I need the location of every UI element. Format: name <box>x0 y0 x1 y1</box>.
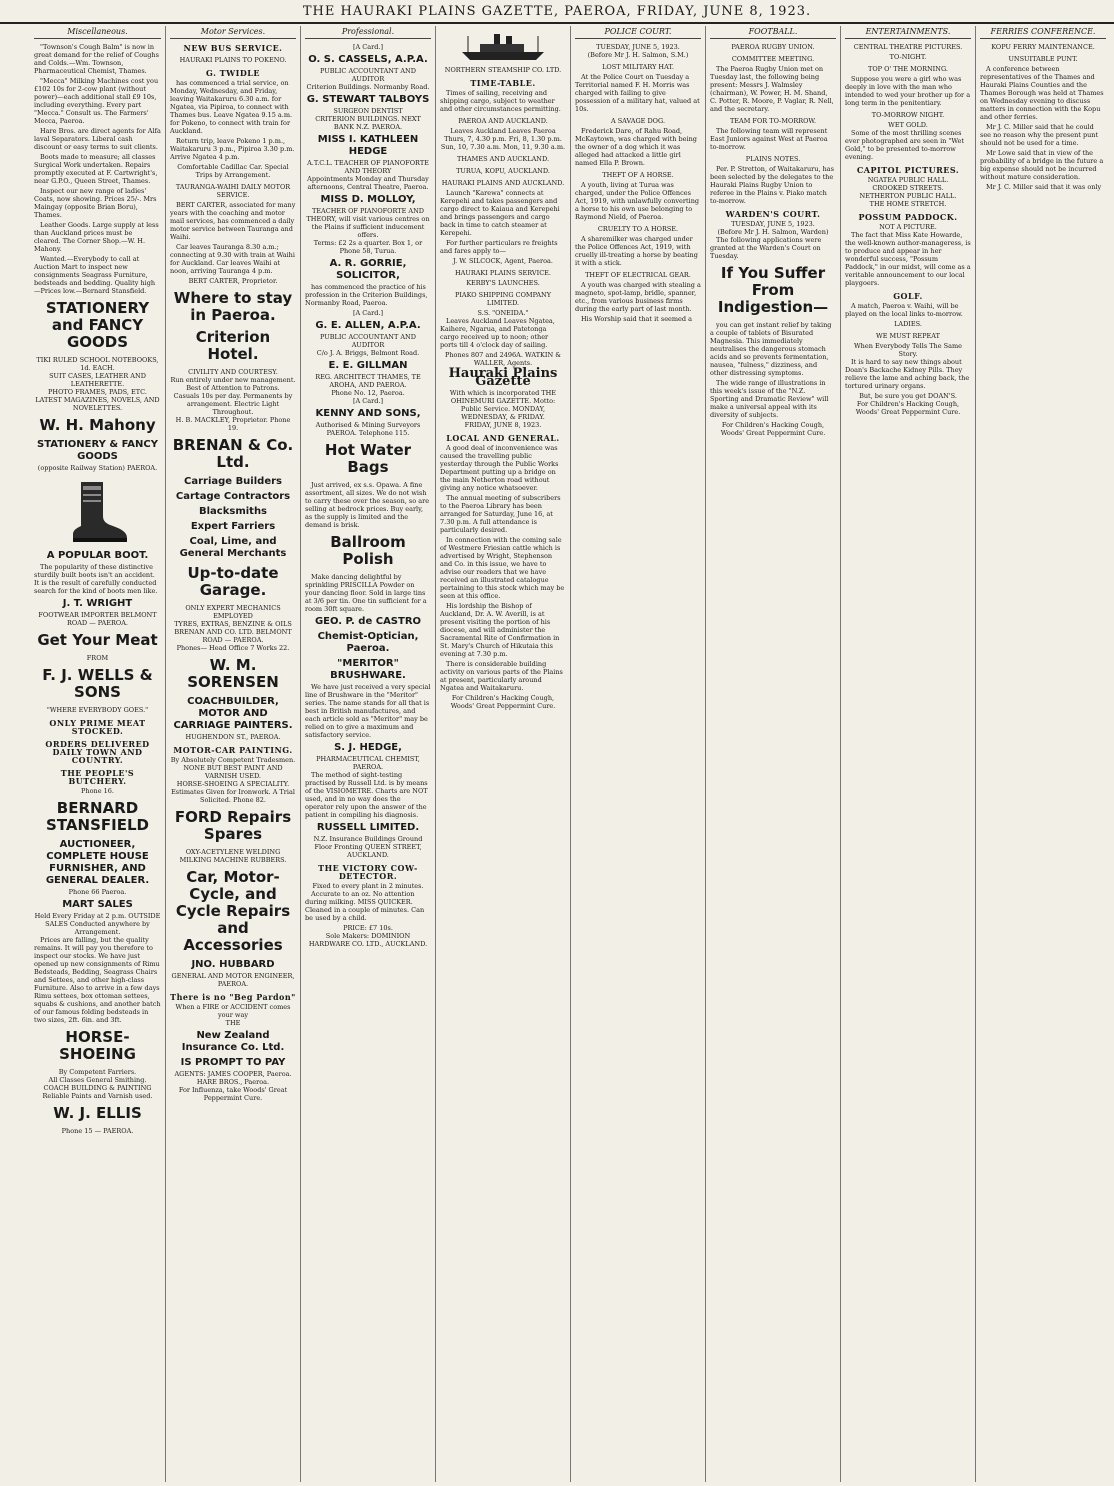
text-line: MILKING MACHINE RUBBERS. <box>179 856 287 864</box>
paragraph: Prices are falling, but the quality remains. It will pay you therefore to inspect our stocks. We have just opened up new consignments of Rimu Bedsteads, Bedding, Seagrass Chairs and Settees, and other high-class Furniture. Also to arrive in a few days Rimu settees, box ottoman settees, squabs & cushions, and another batch of our famous folding bedsteads in two sizes, 2ft. 6in. and 3ft. <box>34 936 161 1024</box>
text-line: TUESDAY, JUNE 5, 1923. <box>596 43 680 51</box>
text-line: LOST MILITARY HAT. <box>602 63 674 71</box>
paragraph: A sharemilker was charged under the Police Offences Act, 1919, with cruelly ill-treating a horse by beating it with a stick. <box>575 235 698 267</box>
text-line: Leaves Auckland Leaves Paeroa <box>450 127 556 135</box>
text-line: A SAVAGE DOG. <box>610 117 666 125</box>
paragraph: Inspect our new range of ladies' Coats, now showing. Prices 25/-. Mrs Maingay (opposite Brian Boru), Thames. <box>34 187 157 219</box>
display-heading: Up-to-date Garage. <box>187 564 279 599</box>
paragraph: Leather Goods. Large supply at less than Auckland prices must be cleared. The Corner Shop.—W. H. Mahony. <box>34 221 159 253</box>
display-heading: FORD Repairs Spares <box>174 808 292 843</box>
paragraph: Launch "Karewa" connects at Kerepehi and takes passengers and cargo direct to Kaiaua and Kerepehi and brings passengers and cargo back in time to catch steamer at Kerepehi. <box>440 189 560 237</box>
text-line: PUBLIC ACCOUNTANT AND AUDITOR <box>320 67 416 83</box>
column-heading: Motor Services. <box>170 28 296 39</box>
text-line: (Before Mr J. H. Salmon, S.M.) <box>587 51 689 59</box>
text-line: C/o J. A. Briggs, Belmont Road. <box>316 349 420 357</box>
paragraph: you can get instant relief by taking a couple of tablets of Bisurated Magnesia. This immediately neutralises the dangerous stomach acids and so prevents fermentation, nausea, "fulness," dizziness, and other distressing symptoms. <box>710 321 832 377</box>
text-line: KOPU FERRY MAINTENANCE. <box>991 43 1095 51</box>
display-heading: W. M. SORENSEN <box>187 656 279 691</box>
text-line: PRICE: £7 10s. <box>343 924 393 932</box>
text-line: TIKI RULED SCHOOL NOTEBOOKS, 1d. EACH. <box>36 356 159 372</box>
text-line: N.Z. Insurance Buildings Ground Floor Fronting QUEEN STREET, AUCKLAND. <box>313 835 423 859</box>
display-heading: Get Your Meat <box>37 631 158 649</box>
paragraph: Frederick Dare, of Rahu Road, McKaytown, was charged with being the owner of a dog which it was alleged had attacked a little girl named Ella P. Brown. <box>575 127 697 167</box>
text-line: JNO. HUBBARD <box>191 959 275 970</box>
column-heading: FOOTBALL. <box>710 28 836 39</box>
text-line: TO-NIGHT. <box>889 53 927 61</box>
paragraph: Make dancing delightful by sprinkling PRISCILLA Powder on your dancing floor. Sold in large tins at 3/6 per tin. One tin sufficient for a room 30ft square. <box>305 573 427 613</box>
paragraph: A youth, living at Turua was charged, under the Police Offences Act, 1919, with unlawfully converting a horse to his own use belonging to Raymond Nield, of Paeroa. <box>575 181 700 221</box>
text-line: RUSSELL LIMITED. <box>316 822 420 833</box>
text-line: HAURAKI PLAINS AND AUCKLAND. <box>441 179 565 187</box>
display-heading: Ballroom Polish <box>330 533 406 568</box>
text-line: CENTRAL THEATRE PICTURES. <box>853 43 963 51</box>
text-line: THE HOME STRETCH. <box>869 200 947 208</box>
text-line: Reliable Paints and Varnish used. <box>42 1092 153 1100</box>
paragraph: A conference between representatives of the Thames and Hauraki Plains Counties and the Thames Borough was held at Thames on Wednesday evening to discuss matters in connection with the Kopu and other ferries. <box>980 65 1104 121</box>
text-line: PHARMACEUTICAL CHEMIST, PAEROA. <box>316 755 420 771</box>
text-line: (Before Mr J. H. Salmon, Warden) <box>717 228 829 236</box>
text-line: Appointments Monday and Thursday afternoons, Central Theatre, Paeroa. <box>307 175 429 191</box>
text-line: G. TWIDLE <box>206 68 260 78</box>
text-line: Best of Attention to Patrons. <box>186 384 280 392</box>
paragraph: For further particulars re freights and fares apply to— <box>440 239 558 255</box>
column-4 <box>435 26 570 1482</box>
text-line: But, be sure you get DOAN'S. <box>859 392 957 400</box>
text-line: TURUA, KOPU, AUCKLAND. <box>456 167 550 175</box>
paragraph: There is considerable building activity on various parts of the Plains at present, particularly around Ngatea and Waitakaruru. <box>440 660 563 692</box>
paragraph: A match, Paeroa v. Waihi, will be played on the local links to-morrow. <box>845 302 963 318</box>
paragraph: Some of the most thrilling scenes ever photographed are seen in "Wet Gold," to be presented to-morrow evening. <box>845 129 964 161</box>
text-line: KENNY AND SONS, <box>315 408 421 419</box>
text-line: AGENTS: JAMES COOPER, Paeroa. HARE BROS., Paeroa. <box>174 1070 292 1086</box>
text-line: Thurs, 7, 4.30 p.m. Fri, 8, 1.30 p.m. <box>444 135 562 143</box>
paragraph: The popularity of these distinctive sturdily built boots isn't an accident. It is the result of carefully conducted search for the kind of boots men like. <box>34 563 158 595</box>
text-line: HORSE-SHOEING A SPECIALITY. <box>176 780 290 788</box>
text-line: HAURAKI PLAINS TO POKENO. <box>179 56 287 64</box>
text-line: LOCAL AND GENERAL. <box>446 433 560 443</box>
paragraph: Mr J. C. Miller said that it was only <box>986 183 1102 191</box>
text-line: PUBLIC ACCOUNTANT AND AUDITOR <box>320 333 416 349</box>
paragraph: Hare Bros. are direct agents for Alfa laval Separators. Liberal cash discount or easy terms to suit clients. <box>34 127 161 151</box>
text-line: All Classes General Smithing. <box>48 1076 147 1084</box>
text-line: Phones— Head Office 7 Works 22. <box>176 644 290 652</box>
paragraph: Wanted.—Everybody to call at Auction Mart to inspect new consignments Seagrass Furniture, bedsteads and bedding. Quality high—Prices low.—Bernard Stansfield. <box>34 255 156 295</box>
text-line: ONLY PRIME MEAT STOCKED. <box>49 718 146 736</box>
column-heading: ENTERTAINMENTS. <box>845 28 971 39</box>
text-line: For Children's Hacking Cough, Woods' Great Peppermint Cure. <box>855 400 961 416</box>
text-line: TIME-TABLE. <box>470 78 536 88</box>
text-line: Carriage Builders <box>184 476 282 487</box>
paragraph: The fact that Miss Kate Howarde, the well-known author-manageress, is to produce and appear in her wonderful success, "Possum Paddock," in our midst, will come as a veritable announcement to our local playgoers. <box>845 231 971 287</box>
text-line: WE MUST REPEAT <box>876 332 940 340</box>
text-line: Terms: £2 2s a quarter. Box 1, or Phone 58, Turua. <box>313 239 423 255</box>
text-line: When a FIRE or ACCIDENT comes your way <box>175 1003 291 1019</box>
text-line: For Influenza, take Woods' Great Peppermint Cure. <box>178 1086 288 1102</box>
text-line: Phone 15 — PAEROA. <box>61 1127 134 1135</box>
text-line: TAURANGA-WAIHI DAILY MOTOR SERVICE. <box>175 183 291 199</box>
paragraph: The method of sight-testing practised by Russell Ltd. is by means of the VISIOMETRE. Charts are NOT used, and in no way does the operator rely upon the answer of the patient in compiling his diagnosis. <box>305 771 428 819</box>
text-line: ONLY EXPERT MECHANICS EMPLOYED <box>185 604 281 620</box>
text-line: [A Card.] <box>352 43 383 51</box>
text-line: MISS I. KATHLEEN HEDGE <box>317 134 419 157</box>
text-line: Authorised & Mining Surveyors PAEROA. Telephone 115. <box>315 421 421 437</box>
text-line: MOTOR-CAR PAINTING. <box>173 745 293 755</box>
text-line: GENERAL AND MOTOR ENGINEER, PAEROA. <box>171 972 295 988</box>
text-line: PAEROA RUGBY UNION. <box>731 43 815 51</box>
paragraph: The following team will represent East Juniors against West at Paeroa to-morrow. <box>710 127 828 151</box>
text-line: G. STEWART TALBOYS <box>306 94 430 105</box>
text-line: Phones 807 and 2496A. WATKIN & WALLER, Agents. <box>444 351 562 367</box>
text-line: CRUELTY TO A HORSE. <box>597 225 679 233</box>
text-line: CAPITOL PICTURES. <box>856 165 960 175</box>
text-line: [A Card.] <box>352 397 383 405</box>
text-line: J. T. WRIGHT <box>62 598 133 609</box>
text-line: FRIDAY, JUNE 8, 1923. <box>464 421 542 429</box>
text-line: THEFT OF A HORSE. <box>602 171 674 179</box>
paragraph: Mr J. C. Miller said that he could see no reason why the present punt should not be used for a time. <box>980 123 1099 147</box>
text-line: FOOTWEAR IMPORTER BELMONT ROAD — PAEROA. <box>38 611 157 627</box>
text-line: LATEST MAGAZINES, NOVELS, AND NOVELETTES. <box>35 396 160 412</box>
paragraph: It is hard to say new things about Doan's Backache Kidney Pills. They relieve the lame and aching back, the tortured urinary organs. <box>845 358 970 390</box>
text-line: NORTHERN STEAMSHIP CO. LTD. <box>444 66 562 74</box>
text-line: THE <box>225 1019 241 1027</box>
text-line: There is no "Beg Pardon" <box>170 992 296 1002</box>
paragraph: The Paeroa Rugby Union met on Tuesday last, the following being present: Messrs J. Walmsley (chairman), W. Power, H. M. Shand, C. Potter, R. Moore, P. Vaglar, R. Nell, and the secretary. <box>710 65 834 113</box>
text-line: HUGHENDON ST., PAEROA. <box>185 733 281 741</box>
paragraph: Times of sailing, receiving and shipping cargo, subject to weather and other circumstances permitting. <box>440 89 561 113</box>
text-line: NEW BUS SERVICE. <box>183 43 283 53</box>
paragraph: has commenced a trial service, on Monday, Wednesday, and Friday, leaving Waitakaruru 6.30 a.m. for Ngatea, via Pipiroa, to connect with Thames bus. Leave Ngatea 9.15 a.m. for Pokeno, to connect with train for Auckland. <box>170 79 293 135</box>
text-line: Fixed to every plant in 2 minutes. <box>312 882 424 890</box>
text-line: With which is incorporated THE OHINEMURI GAZETTE. Motto: Public Service. MONDAY, WEDNESDAY, & FRIDAY. <box>449 389 557 421</box>
text-line: PLAINS NOTES. <box>745 155 801 163</box>
column-2 <box>165 26 300 1482</box>
text-line: TO-MORROW NIGHT. <box>871 111 945 119</box>
boot-illustration-icon <box>63 476 133 546</box>
paragraph: Suppose you were a girl who was deeply in love with the man who intended to wed your brother up for a long term in the penitentiary. <box>845 75 971 107</box>
paragraph: Boots made to measure; all classes Surgical Work undertaken. Repairs promptly executed at F. Cartwright's, near G.P.O., Queen Street, Thames. <box>34 153 158 185</box>
text-line: S. J. HEDGE, <box>334 742 402 753</box>
text-line: AUCTIONEER, COMPLETE HOUSE FURNISHER, AND GENERAL DEALER. <box>45 839 150 886</box>
display-heading: HORSE-SHOEING <box>59 1028 136 1063</box>
text-line: A. R. GORRIE, SOLICITOR, <box>329 258 407 281</box>
display-heading: F. J. WELLS & SONS <box>42 666 153 701</box>
text-line: Casuals 10s per day. Permanents by arrangement. Electric Light Throughout. <box>173 392 293 416</box>
text-line: A POPULAR BOOT. <box>46 550 149 561</box>
display-heading: BERNARD STANSFIELD <box>46 799 149 834</box>
paragraph: Leaves Auckland Leaves Ngatea, Kaihere, Ngarua, and Patetonga cargo received up to noon; other ports till 4 o'clock day of sailing. <box>440 317 555 349</box>
display-heading: STATIONERY and FANCY GOODS <box>45 299 150 351</box>
text-line: PHOTO FRAMES, PADS, ETC. <box>48 388 147 396</box>
column-heading: POLICE COURT. <box>575 28 701 39</box>
text-line: Sun, 10, 7.30 a.m. Mon, 11, 9.30 a.m. <box>440 143 566 151</box>
text-line: COACHBUILDER, MOTOR AND CARRIAGE PAINTERS. <box>173 696 293 731</box>
paragraph: Accurate to an oz. No attention during milking. MISS QUICKER. Cleaned in a couple of minutes. Can be used by a child. <box>305 890 425 922</box>
text-line: GOLF. <box>893 291 923 301</box>
text-line: TEACHER OF PIANOFORTE AND THEORY, will visit various centres on the Plains if sufficient inducement offers. <box>306 207 430 239</box>
paragraph: His Worship said that it seemed a <box>581 315 693 323</box>
text-line: When Everybody Tells The Same Story. <box>854 342 962 358</box>
text-line: THE VICTORY COW-DETECTOR. <box>318 863 418 881</box>
text-line: Phone No. 12, Paeroa. <box>331 389 405 397</box>
text-line: WARDEN'S COURT. <box>725 209 821 219</box>
text-line: BRENAN AND CO. LTD. BELMONT ROAD — PAEROA. <box>174 628 292 644</box>
text-line: [A Card.] <box>352 309 383 317</box>
text-line: REG. ARCHITECT THAMES, TE AROHA, AND PAEROA. <box>315 373 421 389</box>
text-line: CIVILITY AND COURTESY. <box>188 368 278 376</box>
paragraph: His lordship the Bishop of Auckland, Dr. A. W. Averill, is at present visiting the portion of his diocese, and will administer the Sacramental Rite of Confirmation in St. Mary's Church of Hikutaia this evening at 7.30 p.m. <box>440 602 560 658</box>
display-heading: Car, Motor-Cycle, and Cycle Repairs and Accessories <box>175 868 291 954</box>
text-line: TUESDAY, JUNE 5, 1923. <box>731 220 815 228</box>
text-line: PAEROA AND AUCKLAND. <box>458 117 548 125</box>
paragraph: The annual meeting of subscribers to the Paeroa Library has been arranged for Saturday, June 16, at 7.30 p.m. A full attendance is particularly desired. <box>440 494 561 534</box>
text-line: GEO. P. de CASTRO <box>314 616 422 627</box>
text-line: COACH BUILDING & PAINTING <box>43 1084 152 1092</box>
text-line: PIAKO SHIPPING COMPANY LIMITED. <box>454 291 552 307</box>
paragraph: Return trip, leave Pokeno 1 p.m., Waitakaruru 3 p.m., Pipiroa 3.30 p.m. Arrive Ngatea 4 p.m. <box>170 137 295 161</box>
text-line: Comfortable Cadillac Car. Special Trips by Arrangement. <box>177 163 289 179</box>
text-line: FROM <box>86 654 109 662</box>
text-line: NETHERTON PUBLIC HALL. <box>859 192 957 200</box>
text-line: Coal, Lime, and General Merchants <box>179 536 287 559</box>
column-5 <box>570 26 705 1482</box>
paragraph: A good deal of inconvenience was caused the travelling public yesterday through the Public Works Department putting up a bridge on the main Netherton road without giving any notice whatsoever. <box>440 444 559 492</box>
text-line: CROOKED STREETS. <box>872 184 944 192</box>
text-line: Held Every Friday at 2 p.m. OUTSIDE SALES Conducted anywhere by Arrangement. <box>34 912 161 936</box>
display-heading: Criterion Hotel. <box>195 328 271 363</box>
column-heading: Professional. <box>305 28 431 39</box>
text-line: SUIT CASES, LEATHER AND LEATHERETTE. <box>49 372 146 388</box>
text-line: LADIES. <box>894 320 922 328</box>
column-3 <box>300 26 435 1482</box>
paragraph: Just arrived, ex s.s. Opawa. A fine assortment, all sizes. We do not wish to carry these over the season, so are selling at bedrock prices. Buy early, as the supply is limited and the demand is brisk. <box>305 481 430 529</box>
paragraph: "Townson's Cough Balm" is now in great demand for the relief of Coughs and Colds.—Wm. Townson, Pharmaceutical Chemist, Thames. <box>34 43 159 75</box>
text-line: IS PROMPT TO PAY <box>180 1057 286 1068</box>
column-8 <box>975 26 1110 1482</box>
display-heading: Hot Water Bags <box>324 441 412 476</box>
text-line: Cartage Contractors <box>175 491 291 502</box>
text-line: H. B. MACKLEY, Proprietor. Phone 19. <box>175 416 291 432</box>
text-line: POSSUM PADDOCK. <box>858 212 958 222</box>
text-line: THEFT OF ELECTRICAL GEAR. <box>585 271 691 279</box>
text-line: Chemist-Optician, Paeroa. <box>317 631 419 654</box>
text-line: Blacksmiths <box>198 506 268 517</box>
masthead-text: THE HAURAKI PLAINS GAZETTE, PAEROA, FRIDAY, JUNE 8, 1923. <box>302 3 812 19</box>
text-line: J. W. SILCOCK, Agent, Paeroa. <box>453 257 553 265</box>
text-line: ORDERS DELIVERED DAILY TOWN AND COUNTRY. <box>45 739 150 765</box>
paragraph: At the Police Court on Tuesday a Territorial named F. H. Morris was charged with failing to give possession of a military hat, valued at 10s. <box>575 73 700 113</box>
column-1 <box>30 26 165 1482</box>
paragraph: has commenced the practice of his profession in the Criterion Buildings, Normanby Road, Paeroa. <box>305 283 428 307</box>
text-line: CRITERION BUILDINGS. NEXT BANK N.Z. PAEROA. <box>315 115 421 131</box>
text-line: By Competent Farriers. <box>58 1068 137 1076</box>
newspaper-page <box>30 26 1114 1482</box>
text-line: HAURAKI PLAINS SERVICE. <box>455 269 551 277</box>
display-heading: Where to stay in Paeroa. <box>173 289 293 324</box>
text-line: Phone 16. <box>81 787 114 795</box>
display-heading: W. J. ELLIS <box>53 1104 142 1122</box>
column-6 <box>705 26 840 1482</box>
text-line: Sole Makers: DOMINION HARDWARE CO. LTD., AUCKLAND. <box>308 932 428 948</box>
text-line: E. E. GILLMAN <box>328 360 408 371</box>
text-line: MISS D. MOLLOY, <box>320 194 416 205</box>
paragraph: Mr Lowe said that in view of the probability of a bridge in the future a big expense should not be incurred without mature consideration. <box>980 149 1104 181</box>
text-line: NGATEA PUBLIC HALL. <box>867 176 949 184</box>
paragraph: We have just received a very special line of Brushware in the "Meritor" series. The name stands for all that is best in British manufactures, and each article sold as "Meritor" may be relied on to give a maximum and satisfactory service. <box>305 683 431 739</box>
text-line: S.S. "ONEIDA." <box>477 309 529 317</box>
text-line: TEAM FOR TO-MORROW. <box>729 117 817 125</box>
text-line: O. S. CASSELS, A.P.A. <box>308 54 428 65</box>
text-line: New Zealand Insurance Co. Ltd. <box>181 1030 285 1053</box>
text-line: TYRES, EXTRAS, BENZINE & OILS <box>174 620 292 628</box>
display-heading: W. H. Mahony <box>39 416 156 434</box>
column-heading: Miscellaneous. <box>34 28 161 39</box>
paragraph: "Mecca" Milking Machines cost you £102 10s for 2-cow plant (without power)—each additional stall £9 10s, including everything. Every part "Mecca." Consult us. The Farmers' Mecca, Paeroa. <box>34 77 159 125</box>
text-line: A.T.C.L. TEACHER OF PIANOFORTE AND THEORY <box>307 159 429 175</box>
text-line: NOT A PICTURE. <box>879 223 937 231</box>
masthead <box>0 0 1114 24</box>
steamship-icon <box>440 30 566 62</box>
paragraph: The wide range of illustrations in this week's issue of the "N.Z. Sporting and Dramatic Review" will make a universal appeal with its diversity of subjects. <box>710 379 829 419</box>
column-7 <box>840 26 975 1482</box>
text-line: Phone 66 Paeroa. <box>68 888 127 896</box>
display-heading: If You Suffer From Indigestion— <box>717 264 829 316</box>
display-heading: BRENAN & Co. Ltd. <box>172 436 294 471</box>
text-line: MART SALES <box>62 899 133 910</box>
text-line: SURGEON DENTIST <box>333 107 403 115</box>
text-line: "WHERE EVERYBODY GOES." <box>46 706 149 714</box>
text-line: "MERITOR" BRUSHWARE. <box>330 658 406 681</box>
paragraph: In connection with the coming sale of Westmere Friesian cattle which is advertised by Wright, Stephenson and Co. in this issue, we have to advise our readers that we have received an illustrated catalogue pertaining to this stock which may be seen at this office. <box>440 536 565 600</box>
paragraph: Per. P. Stretton, of Waitakaruru, has been selected by the delegates to the Hauraki Plains Rugby Union to referee in the Plains v. Piako match to-morrow. <box>710 165 834 205</box>
text-line: TOP O' THE MORNING. <box>868 65 948 73</box>
text-line: For Children's Hacking Cough, Woods' Great Peppermint Cure. <box>450 694 556 710</box>
text-line: G. E. ALLEN, A.P.A. <box>315 320 421 331</box>
text-line: KERBY'S LAUNCHES. <box>466 279 540 287</box>
paragraph: The following applications were granted at the Warden's Court on Tuesday. <box>710 236 822 260</box>
text-line: Estimates Given for Ironwork. A Trial Solicited. Phone 82. <box>171 788 295 804</box>
paragraph: BERT CARTER, associated for many years with the coaching and motor mail services, has commenced a daily motor service between Tauranga and Waihi. <box>170 201 296 241</box>
text-line: NONE BUT BEST PAINT AND VARNISH USED. <box>183 764 283 780</box>
text-line: By Absolutely Competent Tradesmen. <box>170 756 296 764</box>
paragraph: Car leaves Tauranga 8.30 a.m.; connecting at 9.30 with train at Waihi for Auckland. Car leaves Waihi at noon, arriving Tauranga 4 p.m. <box>170 243 295 275</box>
text-line: UNSUITABLE PUNT. <box>1008 55 1078 63</box>
text-line: Hauraki Plains Gazette <box>448 366 558 389</box>
text-line: Criterion Buildings. Normanby Road. <box>306 83 430 91</box>
paragraph: A youth was charged with stealing a magneto, spot-lamp, bridle, spanner, etc., from various business firms during the early part of last month. <box>575 281 701 313</box>
text-line: For Children's Hacking Cough, Woods' Great Peppermint Cure. <box>720 421 826 437</box>
text-line: BERT CARTER, Proprietor. <box>188 277 278 285</box>
text-line: COMMITTEE MEETING. <box>731 55 815 63</box>
text-line: THAMES AND AUCKLAND. <box>456 155 550 163</box>
text-line: THE PEOPLE'S BUTCHERY. <box>60 768 135 786</box>
text-line: (opposite Railway Station) PAEROA. <box>37 464 158 472</box>
column-heading: FERRIES CONFERENCE. <box>980 28 1106 39</box>
text-line: Expert Farriers <box>190 521 276 532</box>
text-line: OXY-ACETYLENE WELDING <box>185 848 281 856</box>
text-line: Run entirely under new management. <box>170 376 296 384</box>
text-line: WET GOLD. <box>888 121 928 129</box>
text-line: STATIONERY & FANCY GOODS <box>37 439 158 462</box>
